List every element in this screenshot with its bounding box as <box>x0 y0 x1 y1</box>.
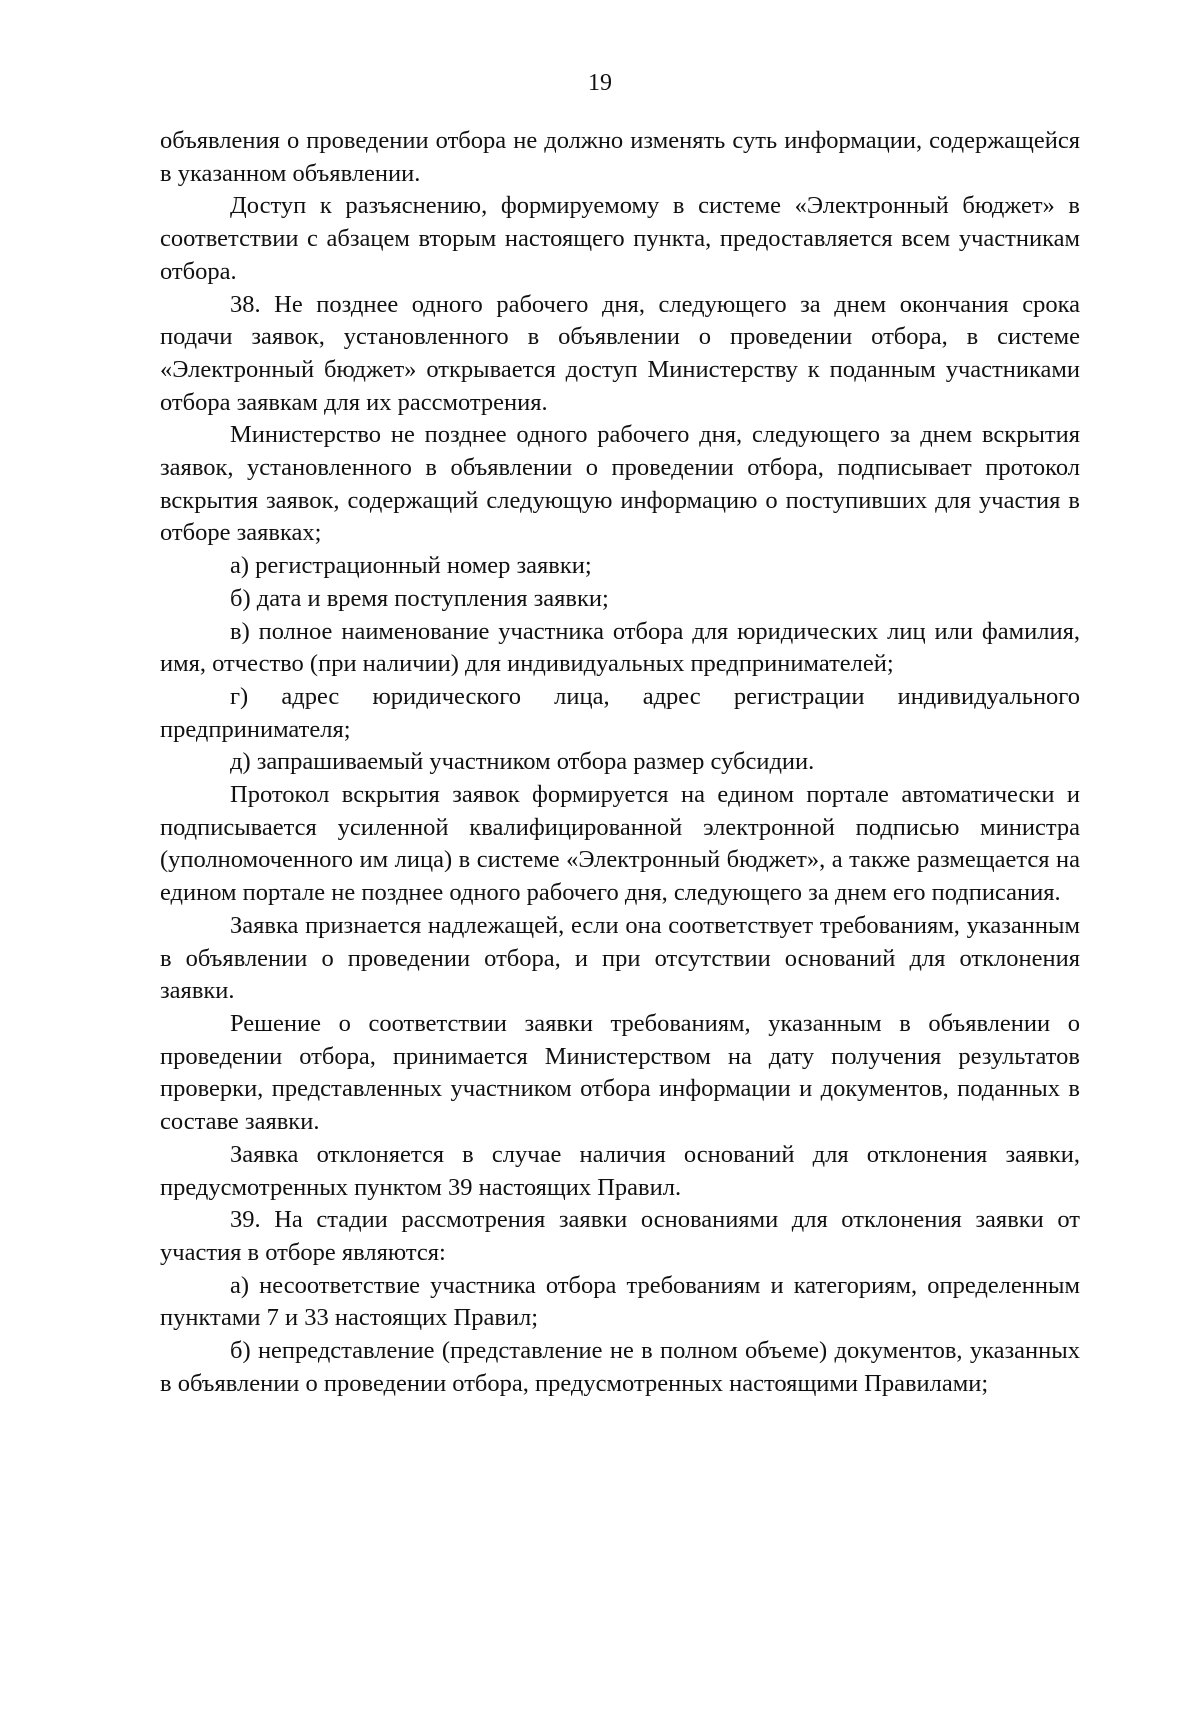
list-item-b-nonsubmission: б) непредставление (представление не в полном объеме) документов, указанных в объявлении о проведении отбора, предусмотренных настоящими Правилами; <box>160 1337 1080 1397</box>
list-item-a-nonconformity: а) несоответствие участника отбора требованиям и категориям, определенным пунктами 7 и 33 настоящих Правил; <box>160 1271 1080 1332</box>
paragraph-access-clarification: Доступ к разъяснению, формируемому в системе «Электронный бюджет» в соответствии с абзацем вторым настоящего пункта, предоставляется всем участникам отбора. <box>160 192 1080 285</box>
paragraph-protocol-generation: Протокол вскрытия заявок формируется на едином портале автоматически и подписывается усиленной квалифицированной электронной подписью министра (уполномоченного им лица) в системе «Электронный бюджет», а также размещается на едином портале не позднее одного рабочего дня, следующего за днем его подписания. <box>160 781 1080 907</box>
paragraph-item-39: 39. На стадии рассмотрения заявки основаниями для отклонения заявки от участия в отборе являются: <box>160 1206 1080 1266</box>
list-item-g-address: г) адрес юридического лица, адрес регистрации индивидуального предпринимателя; <box>160 682 1080 743</box>
list-item-b-date-time: б) дата и время поступления заявки; <box>230 584 609 612</box>
paragraph-ministry-protocol: Министерство не позднее одного рабочего дня, следующего за днем вскрытия заявок, установленного в объявлении о проведении отбора, подписывает протокол вскрытия заявок, содержащий следующую информацию о поступивших для участия в отборе заявках; <box>160 421 1080 547</box>
list-item-a-registration-number: а) регистрационный номер заявки; <box>230 552 592 580</box>
paragraph-continuation: объявления о проведении отбора не должно изменять суть информации, содержащейся в указанном объявлении. <box>160 127 1080 187</box>
paragraph-item-38: 38. Не позднее одного рабочего дня, следующего за днем окончания срока подачи заявок, установленного в объявлении о проведении отбора, в системе «Электронный бюджет» открывается доступ Министерству к поданным участниками отбора заявкам для их рассмотрения. <box>160 290 1080 416</box>
document-body <box>160 125 1080 1400</box>
paragraph-application-proper: Заявка признается надлежащей, если она соответствует требованиям, указанным в объявлении о проведении отбора, и при отсутствии оснований для отклонения заявки. <box>160 911 1080 1005</box>
paragraph-compliance-decision: Решение о соответствии заявки требованиям, указанным в объявлении о проведении отбора, принимается Министерством на дату получения результатов проверки, представленных участником отбора информации и документов, поданных в составе заявки. <box>160 1009 1080 1136</box>
paragraph-application-rejected: Заявка отклоняется в случае наличия оснований для отклонения заявки, предусмотренных пунктом 39 настоящих Правил. <box>160 1140 1080 1201</box>
list-item-d-subsidy-amount: д) запрашиваемый участником отбора размер субсидии. <box>230 748 815 776</box>
page-number: 19 <box>588 70 612 96</box>
list-item-v-full-name: в) полное наименование участника отбора для юридических лиц или фамилия, имя, отчество (при наличии) для индивидуальных предпринимателей; <box>160 617 1080 678</box>
